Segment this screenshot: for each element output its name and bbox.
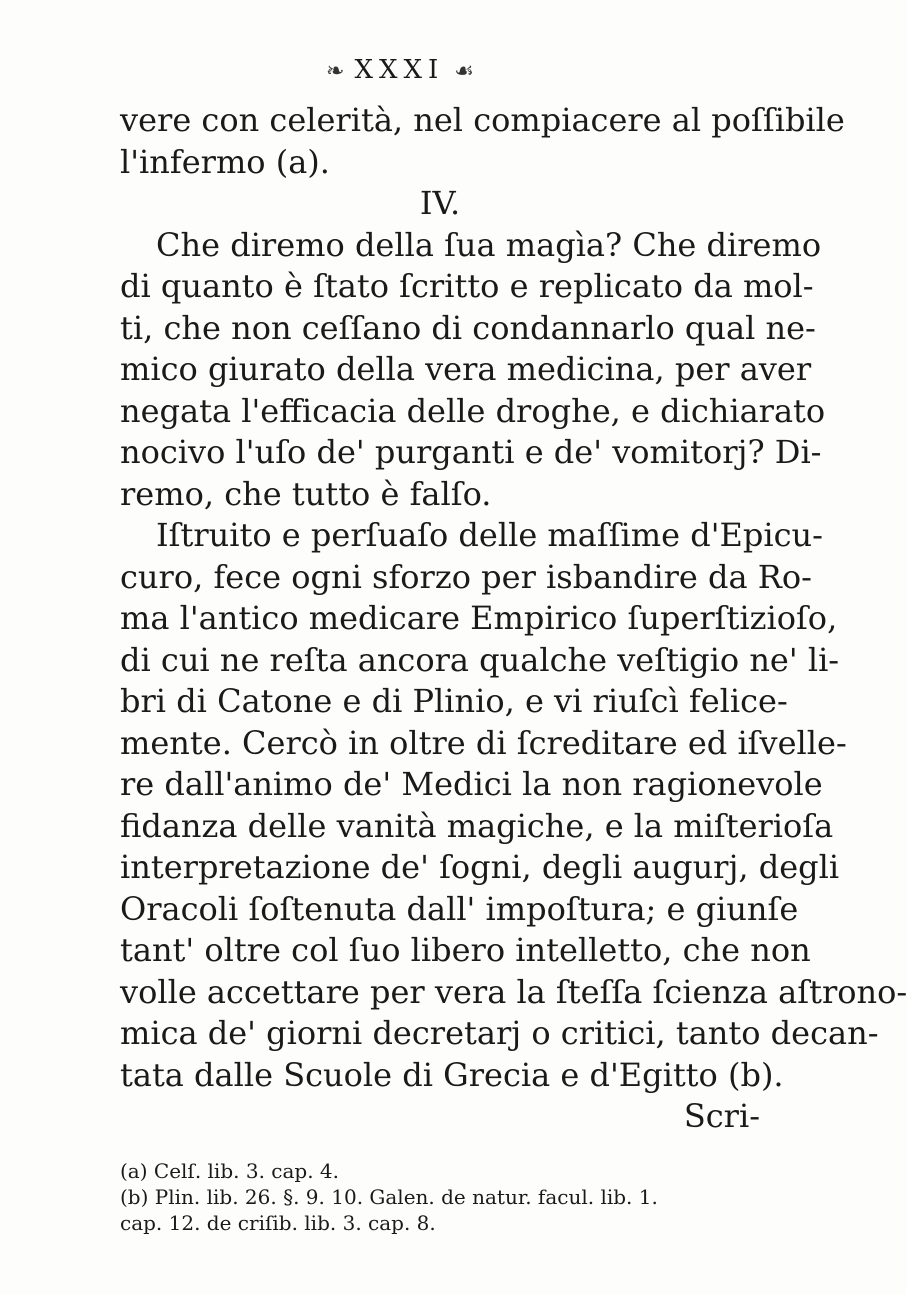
section-heading: IV. bbox=[419, 184, 461, 222]
footnote-b: (b) Plin. lib. 26. §. 9. 10. Galen. de natur. facul. lib. 1. bbox=[120, 1185, 658, 1209]
text-line: ti, che non ceſſano di condannarlo qual ne- bbox=[120, 308, 816, 347]
text-line: ma l'antico medicare Empirico ſuperſtizioſo, bbox=[120, 599, 838, 637]
text-line: re dall'animo de' Medici la non ragionevole bbox=[120, 765, 823, 803]
text-line: mico giurato della vera medicina, per aver bbox=[120, 350, 812, 388]
page-header bbox=[0, 55, 800, 85]
text-line: fidanza delle vanità magiche, e la miſterioſa bbox=[120, 806, 834, 845]
footnote-a: (a) Celſ. lib. 3. cap. 4. bbox=[120, 1159, 340, 1183]
text-line: Che diremo della ſua magìa? Che diremo bbox=[156, 225, 822, 264]
text-line: Iſtruito e perſuaſo delle maſſime d'Epicu- bbox=[156, 516, 823, 554]
text-line: remo, che tutto è falſo. bbox=[120, 474, 492, 513]
text-line: Oracoli ſoſtenuta dall' impoſtura; e giunſe bbox=[120, 889, 799, 928]
text-line: volle accettare per vera la ſteſſa ſcienza aſtrono- bbox=[120, 972, 907, 1011]
text-line: interpretazione de' ſogni, degli augurj, degli bbox=[120, 848, 840, 886]
footnote-b-continued: cap. 12. de criſib. lib. 3. cap. 8. bbox=[120, 1211, 436, 1235]
text-line: bri di Catone e di Plinio, e vi riuſcì felice- bbox=[120, 682, 788, 720]
text-line: tant' oltre col ſuo libero intelletto, che non bbox=[120, 931, 811, 969]
body-text bbox=[120, 100, 907, 1138]
text-line: di quanto è ſtato ſcritto e replicato da mol- bbox=[120, 267, 814, 305]
text-line: nocivo l'uſo de' purganti e de' vomitorj? Di- bbox=[120, 433, 822, 471]
text-line: vere con celerità, nel compiacere al poſſibile bbox=[120, 101, 845, 139]
text-line: negata l'efficacia delle droghe, e dichiarato bbox=[120, 391, 826, 430]
page-number: XXXI bbox=[354, 55, 445, 85]
left-ornament-icon: ❧ bbox=[326, 59, 345, 84]
text-line: mica de' giorni decretarj o critici, tanto decan- bbox=[120, 1014, 879, 1052]
right-ornament-icon: ☙ bbox=[454, 59, 474, 84]
text-line: tata dalle Scuole di Grecia e d'Egitto (b). bbox=[120, 1055, 784, 1094]
footnotes bbox=[120, 1158, 760, 1236]
text-line: curo, fece ogni sforzo per isbandire da Ro- bbox=[120, 557, 812, 596]
text-line: mente. Cercò in oltre di ſcreditare ed iſvelle- bbox=[120, 723, 847, 762]
text-line: di cui ne reſta ancora qualche veſtigio ne' li- bbox=[120, 640, 840, 679]
text-line: l'infermo (a). bbox=[120, 142, 330, 181]
catchword: Scri- bbox=[683, 1097, 760, 1135]
